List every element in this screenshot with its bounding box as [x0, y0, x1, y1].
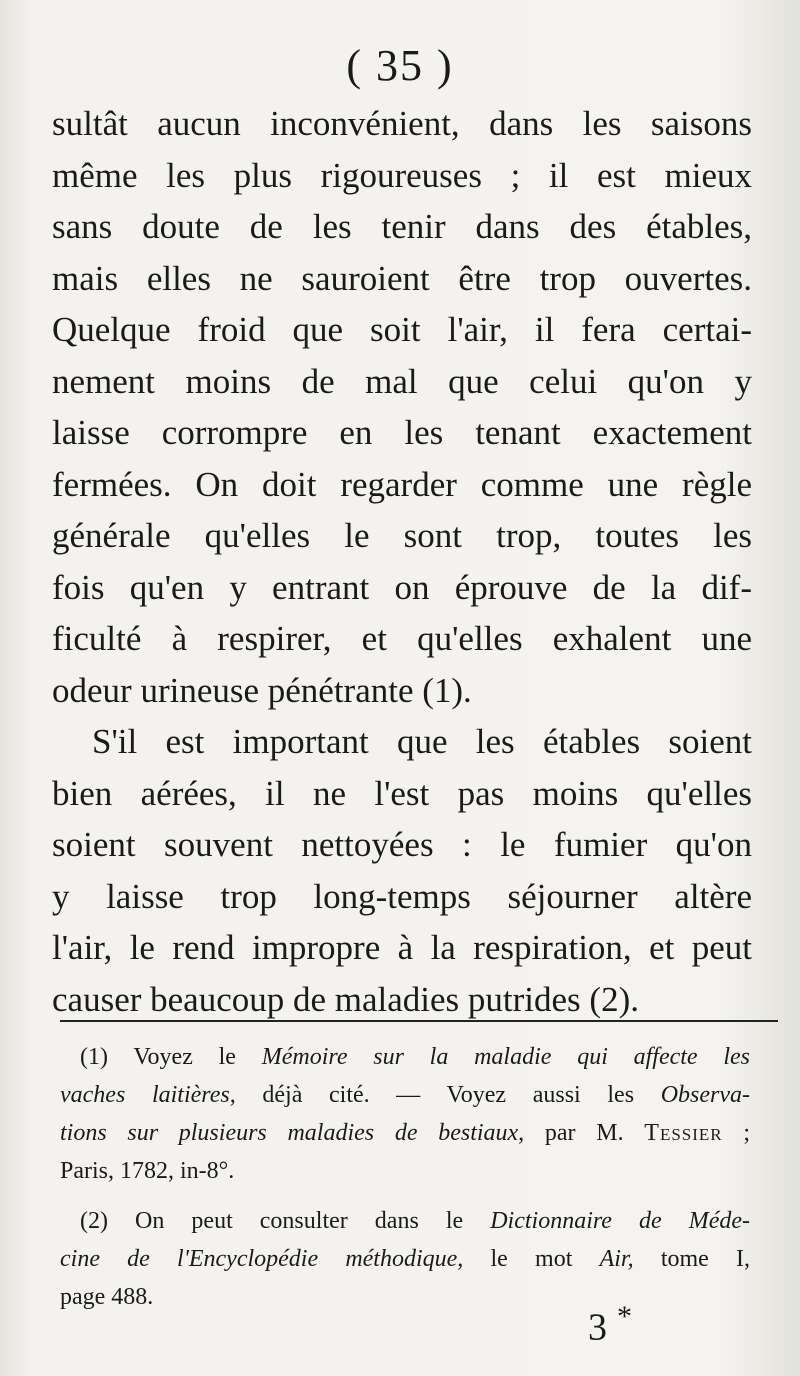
body-line: odeur urineuse pénétrante (1).: [52, 670, 472, 710]
footnote-title: cine de l'Encyclopédie méthodique,: [60, 1246, 464, 1272]
body-line: l'air, le rend impropre à la respiration, et peut: [52, 928, 752, 967]
footnote-2: [60, 1202, 750, 1316]
body-line: même les plus rigoureuses ; il est mieux: [52, 155, 752, 195]
body-line: nement moins de mal que celui qu'on y: [52, 361, 752, 401]
body-line: Quelque froid que soit l'air, il fera certai-: [52, 310, 752, 349]
footnote-1: [60, 1038, 750, 1190]
body-line: mais elles ne sauroient être trop ouvertes.: [52, 258, 752, 298]
footnote-line: page 488.: [60, 1284, 154, 1310]
body-line: fois qu'en y entrant on éprouve de la dif-: [52, 567, 752, 607]
body-line: causer beaucoup de maladies putrides (2).: [52, 979, 639, 1019]
footnote-title: Dictionnaire de Méde-: [490, 1208, 750, 1234]
footnote-line: [60, 1202, 750, 1240]
footnote-title: Mémoire sur la maladie qui affecte les: [261, 1044, 751, 1070]
footnote-line: [60, 1240, 750, 1278]
footnote-title: tions sur plusieurs maladies de bestiaux,: [60, 1120, 525, 1146]
body-line: bien aérées, il ne l'est pas moins qu'elles: [52, 773, 752, 813]
footnote-text: par M.: [524, 1120, 645, 1146]
footnote-title: Observa-: [660, 1082, 750, 1108]
footnote-line: [60, 1038, 750, 1076]
footnote-text: ;: [722, 1120, 751, 1146]
footnote-text: déjà cité. — Voyez aussi les: [235, 1082, 661, 1108]
body-line: ficulté à respirer, et qu'elles exhalent une: [52, 619, 752, 658]
footnote-line: [60, 1076, 750, 1114]
footnote-text: le mot: [463, 1246, 600, 1272]
footnote-title: vaches laitières,: [60, 1082, 236, 1108]
body-line: S'il est important que les étables soient: [92, 722, 752, 761]
page-number: ( 35 ): [346, 41, 454, 90]
footnote-text: tome I,: [633, 1246, 751, 1272]
footnotes: [60, 1038, 750, 1316]
body-line: sans doute de les tenir dans des étables,: [52, 207, 752, 246]
body-line: soient souvent nettoyées : le fumier qu'on: [52, 825, 752, 864]
footnote-author: Tessier: [644, 1120, 723, 1146]
footnote-separator: [60, 1020, 778, 1022]
body-line: sultât aucun inconvénient, dans les saisons: [52, 104, 752, 143]
footnote-text: (2) On peut consulter dans le: [80, 1208, 491, 1234]
footnote-line: Paris, 1782, in-8°.: [60, 1158, 235, 1184]
body-line: laisse corrompre en les tenant exactement: [52, 413, 752, 452]
body-line: y laisse trop long-temps séjourner altère: [52, 876, 752, 916]
footnote-title: Air,: [599, 1246, 634, 1272]
body-text: [52, 98, 752, 1025]
signature-number: 3: [588, 1306, 607, 1349]
signature-mark: [588, 1300, 632, 1350]
signature-star: *: [617, 1300, 632, 1333]
footnote-text: (1) Voyez le: [80, 1044, 262, 1070]
footnote-line: [60, 1114, 750, 1152]
body-line: générale qu'elles le sont trop, toutes les: [52, 516, 752, 555]
body-line: fermées. On doit regarder comme une règle: [52, 464, 752, 504]
